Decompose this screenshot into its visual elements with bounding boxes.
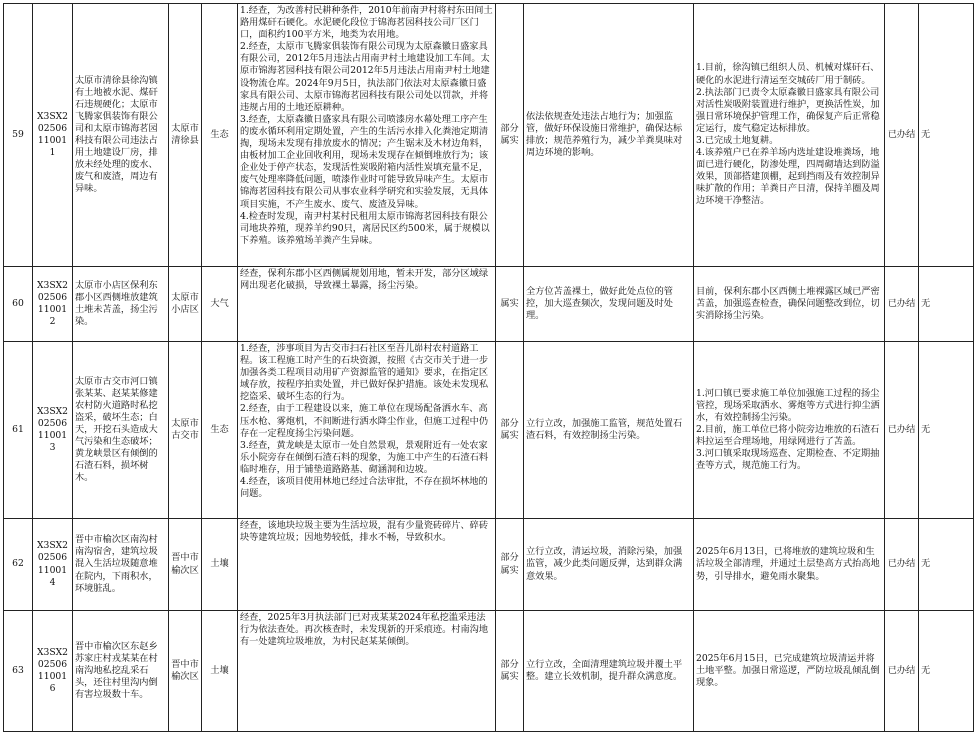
rectification-progress [694,4,885,267]
verdict: 部分属实 [496,611,524,732]
verdict: 部分属实 [496,342,524,519]
issue-description: 太原市古交市河口镇张某某、赵某某修建农村防火道路时私挖盗采，破坏生态；白天，开挖石头造成大气污染和生态破坏；黄龙峡景区有倾倒的石渣石料，损坏树木。 [73,342,169,519]
pollution-type: 生态 [202,4,238,267]
pollution-type: 土壤 [202,519,238,611]
issue-description: 晋中市榆次区南沟村南沟宿舍，建筑垃圾混入生活垃圾随意堆在院内，下雨积水，环境脏乱。 [73,519,169,611]
verdict: 属实 [496,267,524,342]
pollution-type: 生态 [202,342,238,519]
progress-paragraph: 2025年6月15日，已完成建筑垃圾清运并将土地平整。加强日常巡逻，严防垃圾乱倾乱倒现象。 [696,652,880,689]
case-code: X3SX202506110014 [33,519,73,611]
accountability: 无 [919,342,974,519]
table-row [4,342,974,519]
administrative-area: 晋中市榆次区 [169,519,202,611]
accountability: 无 [919,611,974,732]
accountability: 无 [919,4,974,267]
progress-paragraph: 1.河口镇已要求施工单位加强施工过程的扬尘管控，现场采取洒水、雾炮等方式进行抑尘洒水，有效控制扬尘污染。 [696,387,880,423]
case-status: 已办结 [885,611,919,732]
case-code: X3SX202506110013 [33,342,73,519]
administrative-area: 太原市清徐县 [169,4,202,267]
administrative-area: 晋中市榆次区 [169,611,202,732]
accountability: 无 [919,267,974,342]
case-code: X3SX202506110012 [33,267,73,342]
case-code: X3SX202506110011 [33,4,73,267]
finding-paragraph: 2.经查，太原市飞腾家俱装饰有限公司现为太原森徽日盛家具有限公司，2012年5月违法占用南尹村土地建设加工车间。太原市锦海茗园科技有限公司2012年5月违法占用南尹村土地建设物流仓库。2024年9月5日，执法部门依法对太原森徽日盛家具有限公司、太原市锦海茗园科技有限公司处以罚款，并将违规占用的土地还原耕种。 [240,41,490,113]
issue-description: 太原市清徐县徐沟镇有土地被水泥、煤矸石违规硬化；太原市飞腾家俱装饰有限公司和太原市锦海茗园科技有限公司违法占用土地建设厂房，排放未经处理的废水、废气和废渣，周边有异味。 [73,4,169,267]
administrative-area: 太原市古交市 [169,342,202,519]
finding-paragraph: 2.经查，由于工程建设以来，施工单位在现场配备洒水车、高压水枪、雾炮机，不间断进行洒水降尘作业，但施工过程中仍存在一定程度扬尘污染问题。 [240,403,489,439]
pollution-type: 大气 [202,267,238,342]
rectification-progress [694,267,885,342]
finding-paragraph: 3.经查，太原森徽日盛家具有限公司喷漆房水幕处理工序产生的废水循环利用定期处置，产生的生活污水排入化粪池定期清掏，现场未发现有排放废水的情况；产生锯末及木材边角料，由板材加工企业回收利用，现场未发现存在倾倒堆放行为；该企业处于停产状态，发现活性炭吸附箱内活性炭填充量不足，废气处理率降低问题，喷漆作业时可能导致异味产生。太原市锦海茗园科技有限公司从事农业科学研究和实验发展，无具体项目实施，不产生废水、废气、废渣及异味。 [240,113,489,210]
handling-measures: 全方位苫盖裸土，做好此处点位的管控，加大巡查频次，发现问题及时处理。 [524,267,694,342]
finding-paragraph: 经查，2025年3月执法部门已对戎某某2024年私挖滥采违法行为依法查处。再次核查时，未发现新的开采痕迹。村南沟地有一处建筑垃圾堆放，为村民赵某某倾倒。 [240,612,489,648]
handling-measures: 依法依规查处违法占地行为；加强监管，做好环保设施日常维护，确保达标排放；规范养殖行为，减少羊粪臭味对周边环境的影响。 [524,4,694,267]
progress-paragraph: 2.目前，施工单位已将小院旁边堆放的石渣石料拉运至合理场地，用绿网进行了苫盖。 [696,423,880,448]
administrative-area: 太原市小店区 [169,267,202,342]
case-number: 59 [4,4,33,267]
table-row [4,611,974,732]
case-number: 61 [4,342,33,519]
progress-paragraph: 4.该养殖户已在养羊场内选址建设堆粪场，地面已进行硬化，防渗处理，四周砌墙达到防溢效果，顶部搭建顶棚，起到挡雨及有效控制异味扩散的作用；羊粪日产日清，保持羊圈及周边环境干净整洁。 [696,147,880,207]
progress-paragraph: 3.已完成土地复耕。 [696,135,779,146]
rectification-progress [694,519,885,611]
issue-description: 晋中市榆次区东赵乡苏家庄村戎某某在村南沟地私挖乱采石头，还往村里沟内倒有害垃圾数十车。 [73,611,169,732]
case-status: 已办结 [885,519,919,611]
finding-paragraph: 经查，该地块垃圾主要为生活垃圾，混有少量瓷砖碎片、碎砖块等建筑垃圾；因地势较低，排水不畅，导致积水。 [240,520,489,544]
progress-paragraph: 3.河口镇采取现场巡查、定期检查、不定期抽查等方式，规范施工行为。 [696,448,880,472]
finding-paragraph: 1.经查，为改善村民耕种条件，2010年前南尹村将村东田间土路用煤矸石硬化。水泥硬化段位于锦海茗园科技公司厂区门口，面积约100平方米，地类为农用地。 [240,5,493,41]
case-status: 已办结 [885,267,919,342]
issue-description: 太原市小店区保利东郡小区西侧堆放建筑土堆未苫盖，扬尘污染。 [73,267,169,342]
progress-paragraph: 2.执法部门已责令太原森徽日盛家具有限公司对活性炭吸附装置进行维护，更换活性炭，加强日常环境保护管理工作，确保复产后正常稳定运行，废气稳定达标排放。 [696,86,880,134]
finding-paragraph: 1.经查，涉事项目为古交市扫石社区至吾儿峁村农村道路工程。该工程施工时产生的石块资源，按照《古交市关于进一步加强各类工程项目动用矿产资源监管的通知》要求，在指定区域存放，按程序拍卖处置，并已做好保护措施。该处未发现私挖盗采、破坏生态的行为。 [240,343,489,403]
investigation-findings [238,611,496,732]
verdict: 部分属实 [496,519,524,611]
finding-paragraph: 经查，保利东郡小区西侧属规划用地，暂未开发，部分区域绿网出现老化破损，导致裸土暴露，扬尘污染。 [240,268,489,292]
investigation-findings [238,342,496,519]
case-number: 60 [4,267,33,342]
finding-paragraph: 4.检查时发现，南尹村某村民租用太原市锦海茗园科技有限公司地块养殖，现养羊约90只，离居民区约500米，属于规模以下养殖。该养殖场羊粪产生异味。 [240,210,490,246]
case-number: 62 [4,519,33,611]
investigation-findings [238,519,496,611]
case-number: 63 [4,611,33,732]
progress-paragraph: 2025年6月13日，已将堆放的建筑垃圾和生活垃圾全部清理，并通过土层垫高方式抬高地势，引导排水，避免雨水聚集。 [696,546,880,582]
rectification-progress [694,342,885,519]
case-status: 已办结 [885,4,919,267]
finding-paragraph: 3.经查，黄龙峡是太原市一处自然景观，景观附近有一处农家乐小院旁存在倾倒石渣石料的现象，为施工中产生的石渣石料临时堆存，用于铺垫道路路基、砌涵洞和边坡。 [240,439,489,475]
verdict: 部分属实 [496,4,524,267]
handling-measures: 立行立改，全面清理建筑垃圾并覆土平整。建立长效机制，提升群众满意度。 [524,611,694,732]
handling-measures: 立行立改，清运垃圾，消除污染，加强监管，减少此类问题反弹，达到群众满意效果。 [524,519,694,611]
table-row [4,267,974,342]
case-status: 已办结 [885,342,919,519]
progress-paragraph: 1.目前，徐沟镇已组织人员、机械对煤矸石、硬化的水泥进行清运至交城砖厂用于制砖。 [696,62,880,86]
finding-paragraph: 4.经查，该项目使用林地已经过合法审批，不存在损坏林地的问题。 [240,476,488,500]
case-code: X3SX202506110016 [33,611,73,732]
pollution-type: 土壤 [202,611,238,732]
table-row [4,519,974,611]
case-table [3,3,974,732]
investigation-findings [238,4,496,267]
handling-measures: 立行立改，加强施工监管，规范处置石渣石料，有效控制扬尘污染。 [524,342,694,519]
accountability: 无 [919,519,974,611]
rectification-progress [694,611,885,732]
investigation-findings [238,267,496,342]
table-row [4,4,974,267]
progress-paragraph: 目前，保利东郡小区西侧土堆裸露区域已严密苫盖，加强巡查检查，确保问题整改到位，切实消除扬尘污染。 [696,285,880,322]
